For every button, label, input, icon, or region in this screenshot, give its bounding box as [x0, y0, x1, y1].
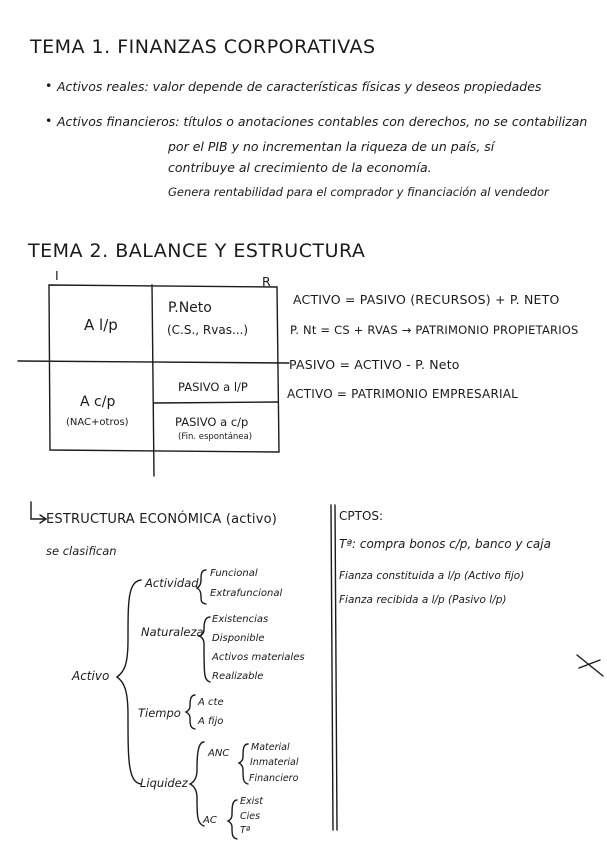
estructura-title: ESTRUCTURA ECONÓMICA (activo) — [46, 512, 278, 527]
tema2-title: TEMA 2. BALANCE Y ESTRUCTURA — [28, 240, 366, 262]
equation-3: PASIVO = ACTIVO - P. Neto — [289, 357, 460, 372]
balance-pasivo-cp: PASIVO a c/p — [175, 415, 249, 429]
group-naturaleza-label: Naturaleza — [141, 625, 204, 639]
tiempo-item: A fijo — [198, 716, 224, 727]
balance-pneto: P.Neto — [168, 300, 212, 316]
equation-2: P. Nt = CS + RVAS → PATRIMONIO PROPIETARIOS — [290, 323, 579, 337]
liquidez-anc-label: ANC — [208, 748, 230, 759]
balance-corner-right: R — [262, 274, 271, 289]
balance-a-lp: A l/p — [84, 316, 118, 334]
balance-pasivo-divider — [154, 402, 278, 403]
tema1-bullet2-line4: Genera rentabilidad para el comprador y financiación al vendedor — [168, 185, 549, 199]
equation-1: ACTIVO = PASIVO (RECURSOS) + P. NETO — [293, 292, 560, 307]
cptos-line: Fianza constituida a l/p (Activo fijo) — [339, 570, 525, 582]
cptos-line: Tª: compra bonos c/p, banco y caja — [339, 537, 551, 551]
balance-vertical-divider — [152, 285, 154, 476]
tema1-bullet2-line2: por el PIB y no incrementan la riqueza de un país, sí — [168, 139, 495, 154]
balance-corner-left: I — [55, 268, 59, 283]
estructura-arrow — [31, 502, 46, 523]
cptos-title: CPTOS: — [339, 509, 384, 523]
anc-item: Inmaterial — [250, 757, 299, 768]
column-divider — [331, 505, 333, 830]
balance-pneto-sub: (C.S., Rvas...) — [167, 323, 249, 337]
liquidez-ac-label: AC — [203, 815, 217, 826]
naturaleza-item: Existencias — [212, 614, 269, 625]
anc-item: Material — [251, 742, 290, 753]
actividad-item: Funcional — [210, 568, 258, 579]
group-actividad-label: Actividad — [145, 576, 199, 590]
equation-4: ACTIVO = PATRIMONIO EMPRESARIAL — [287, 387, 519, 401]
naturaleza-item: Disponible — [212, 633, 265, 644]
group-liquidez-label: Liquidez — [140, 776, 188, 790]
tema1-bullet-activos-financieros: • Activos financieros: títulos o anotaciones contables con derechos, no se contabilizan — [57, 114, 587, 129]
ac-item: Tª — [240, 825, 251, 836]
group-tiempo-label: Tiempo — [138, 706, 181, 720]
tiempo-item: A cte — [198, 697, 224, 708]
activo-brace — [117, 580, 141, 784]
tema1-bullet-activos-reales: • Activos reales: valor depende de características físicas y deseos propiedades — [57, 79, 541, 94]
balance-a-cp: A c/p — [80, 394, 116, 410]
balance-pasivo-cp-sub: (Fin. espontánea) — [178, 432, 253, 442]
activo-root-label: Activo — [72, 669, 110, 683]
naturaleza-item: Realizable — [212, 671, 264, 682]
anc-item: Financiero — [249, 773, 299, 784]
ac-item: Cies — [240, 811, 261, 822]
naturaleza-item: Activos materiales — [212, 652, 305, 663]
ac-item: Exist — [240, 796, 263, 807]
actividad-item: Extrafuncional — [210, 588, 283, 599]
tema1-bullet2-line3: contribuye al crecimiento de la economía. — [168, 160, 432, 175]
estructura-subtitle: se clasifican — [46, 544, 117, 558]
balance-a-cp-sub: (NAC+otros) — [66, 417, 129, 428]
balance-horizontal-divider — [18, 361, 289, 363]
tema1-title: TEMA 1. FINANZAS CORPORATIVAS — [30, 36, 376, 58]
balance-pasivo-lp: PASIVO a l/P — [178, 380, 248, 394]
cptos-line: Fianza recibida a l/p (Pasivo l/p) — [339, 594, 507, 606]
